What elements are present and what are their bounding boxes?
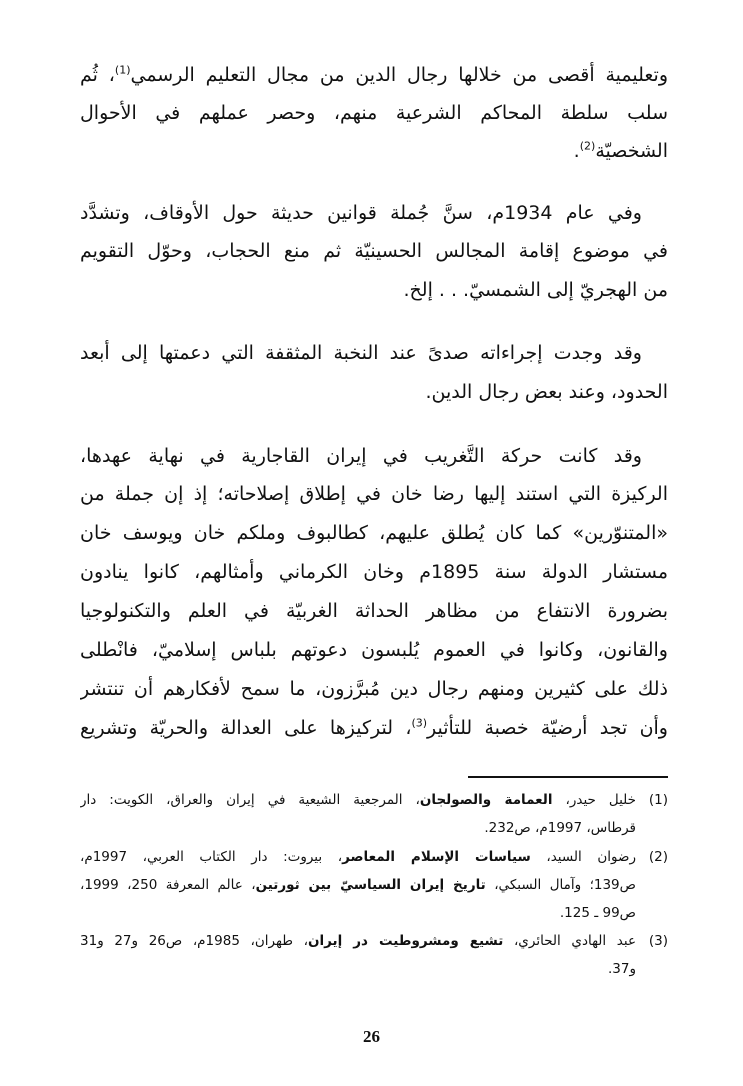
footnote-line [80, 843, 636, 871]
book-title: تاريخ إيران السياسيّ بين ثورتين [255, 877, 486, 893]
text: ، طهران، 1985م، ص26 و27 و31 [80, 933, 308, 949]
footnote-number: (3) [648, 933, 668, 949]
text: ص139؛ وآمال السبكي، [485, 877, 636, 893]
text: الشخصيّة [595, 140, 668, 162]
footnote-ref[interactable]: (1) [114, 63, 131, 77]
footnote-ref[interactable]: (2) [579, 139, 596, 153]
text: ، بيروت: دار الكتاب العربي، 1997م، [80, 849, 343, 865]
body-line: ذلك على كثيرين ومنهم رجال دين مُبرَّزون، ما سمح لأفكارهم أن تنتشر [80, 678, 668, 700]
footnote-divider [468, 776, 668, 778]
text: . [573, 140, 580, 162]
text: ، عالم المعرفة 250، 1999، [80, 877, 256, 893]
text: خليل حيدر، [552, 792, 636, 808]
body-line: والقانون، وكانوا في العموم يُلبسون دعوتهم بلباس إسلاميّ، فانْطلى [80, 639, 668, 661]
body-line: وفي عام 1934م، سنَّ جُملة قوانين حديثة حول الأوقاف، وتشدَّد [80, 202, 642, 224]
footnote-line: و37. [607, 961, 636, 977]
book-title: سياسات الإسلام المعاصر [342, 849, 531, 865]
book-title: العمامة والصولجان [419, 792, 553, 808]
body-line [80, 709, 668, 748]
footnote-line [80, 927, 636, 955]
page-number: 26 [363, 1027, 380, 1046]
body-line: وقد وجدت إجراءاته صدىً عند النخبة المثقفة التي دعمتها إلى أبعد [80, 342, 642, 364]
body-line [80, 56, 668, 95]
book-title: تشيع ومشروطيت در إيران [307, 933, 504, 949]
body-line: الحدود، وعند بعض رجال الدين. [425, 381, 668, 403]
footnote-line [80, 786, 636, 814]
body-line: الركيزة التي استند إليها رضا خان في إطلاق إصلاحاته؛ إذ إن جملة من [80, 483, 668, 505]
text: وتعليمية أقصى من خلالها رجال الدين من مجال التعليم الرسمي [130, 64, 668, 86]
text: عبد الهادي الحائري، [503, 933, 636, 949]
body-line: بضرورة الانتفاع من مظاهر الحداثة الغربيّة في العلم والتكنولوجيا [80, 600, 668, 622]
body-line: مستشار الدولة سنة 1895م وخان الكرماني وأمثالهم، كانوا ينادون [80, 561, 668, 583]
body-line: في موضوع إقامة المجالس الحسينيّة ثم منع الحجاب، وحوّل التقويم [80, 240, 668, 262]
text: ، ثُم [80, 64, 115, 86]
footnote-line: قرطاس، 1997م، ص232. [484, 820, 636, 836]
footnote-line: ص99 ـ 125. [559, 905, 636, 921]
footnote-number: (2) [648, 849, 668, 865]
body-line [80, 132, 668, 171]
footnote-line [80, 871, 636, 899]
footnote-ref[interactable]: (3) [411, 716, 428, 730]
text: ، المرجعية الشيعية في إيران والعراق، الكويت: دار [80, 792, 420, 808]
body-line: من الهجريّ إلى الشمسيّ. . . إلخ. [403, 279, 668, 301]
body-line: وقد كانت حركة التَّغريب في إيران القاجارية في نهاية عهدها، [80, 445, 642, 467]
text: وأن تجد أرضيّة خصبة للتأثير [427, 717, 668, 739]
text: ، لتركيزها على العدالة والحريّة وتشريع [80, 717, 412, 739]
body-line: «المتنوّرين» كما كان يُطلق عليهم، كطالبوف وملكم خان ويوسف خان [80, 522, 668, 544]
footnote-number: (1) [648, 792, 668, 808]
text: رضوان السيد، [530, 849, 636, 865]
body-line: سلب سلطة المحاكم الشرعية منهم، وحصر عملهم في الأحوال [80, 102, 668, 124]
